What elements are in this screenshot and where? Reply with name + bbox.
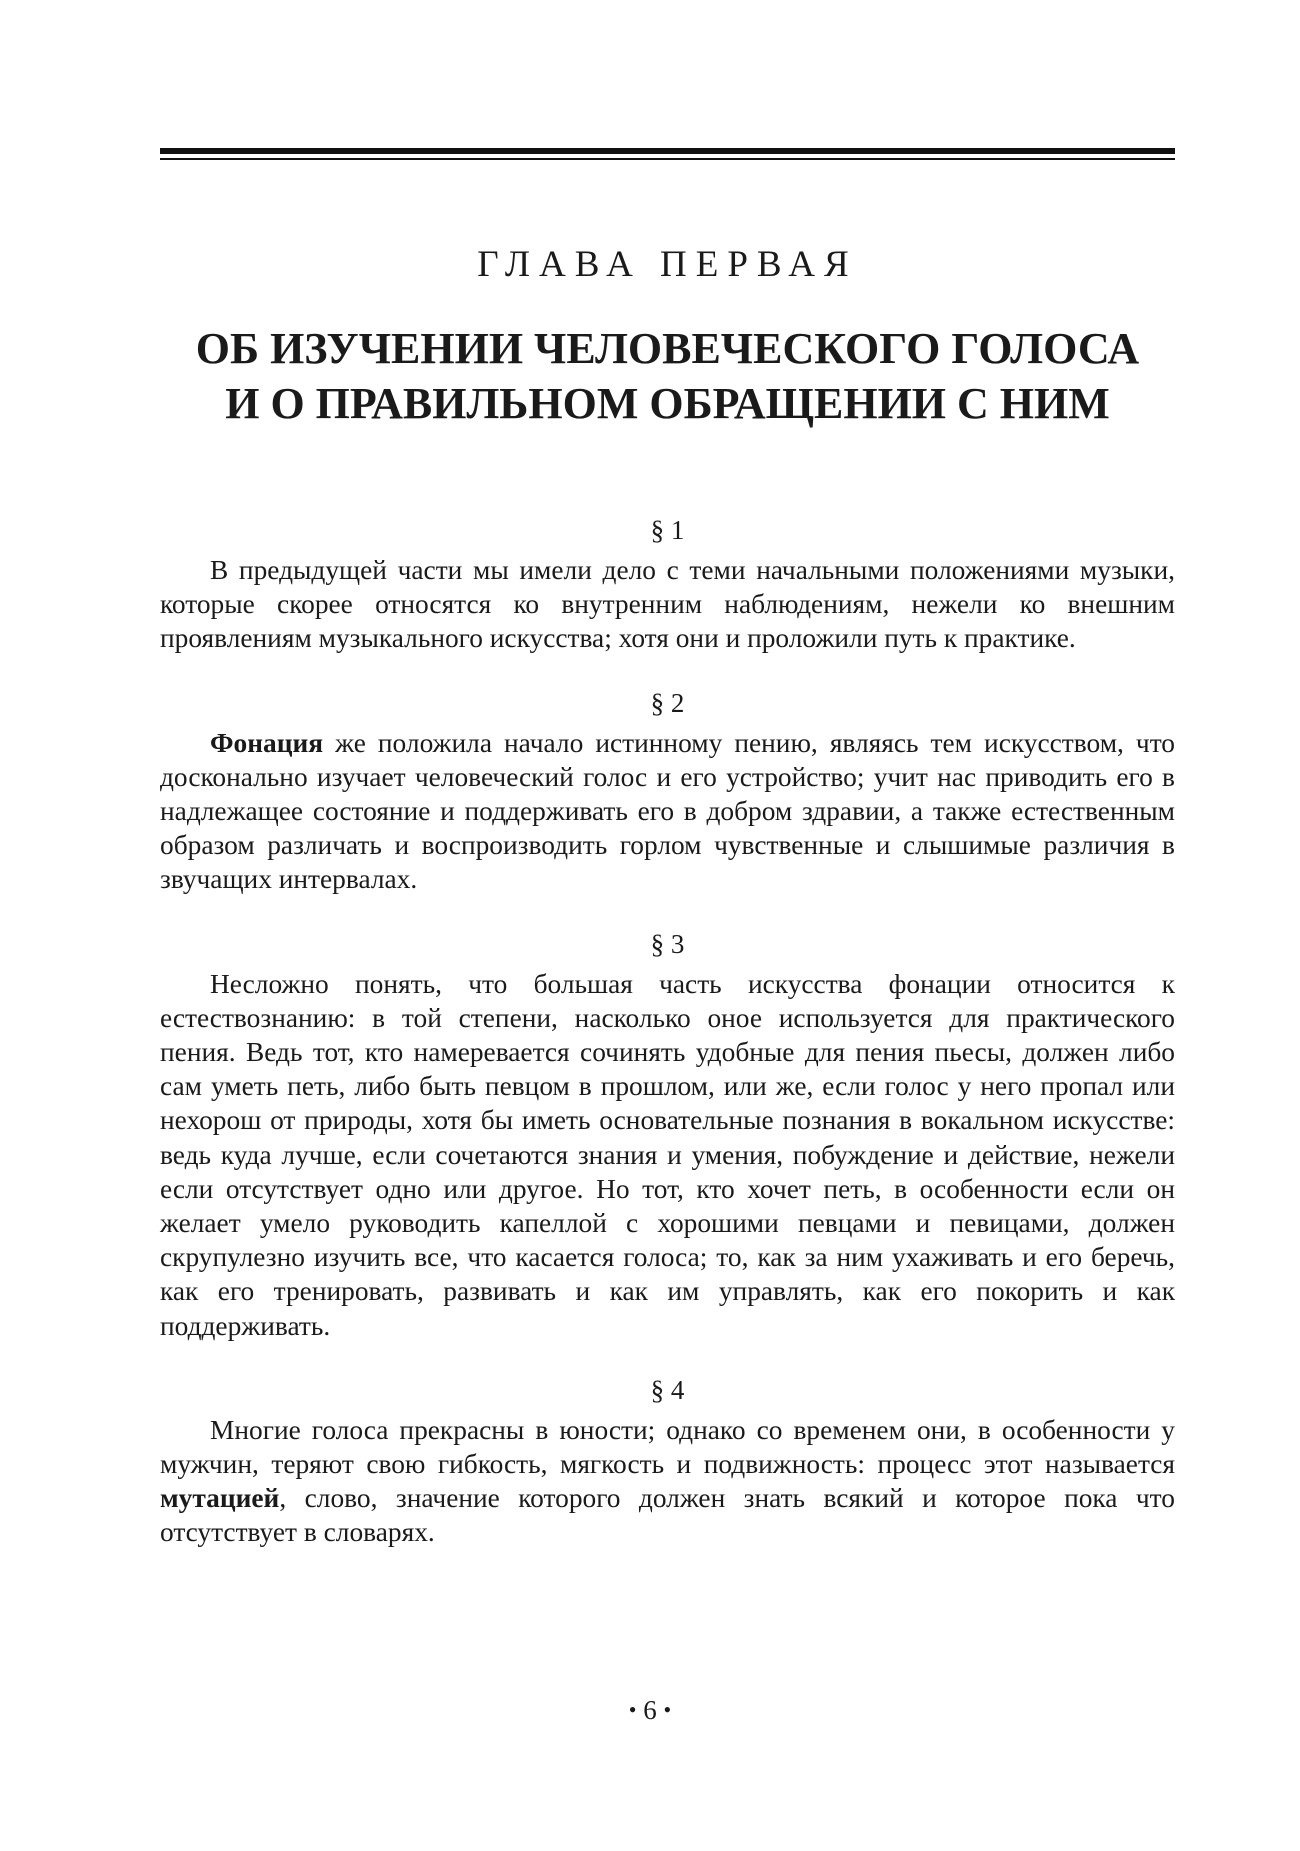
chapter-title-line-1: ОБ ИЗУЧЕНИИ ЧЕЛОВЕЧЕСКОГО ГОЛОСА [195,324,1140,373]
page-number [0,1693,1300,1727]
term-fonatsiya: Фонация [210,727,324,758]
section-paragraph-2 [160,726,1175,897]
section-4-text-after: , слово, значение которого должен знать всякий и которое пока что отсутствует в словарях. [160,1483,1175,1548]
page-number-dot-right: • [663,1697,672,1722]
book-page [160,148,1175,1580]
section-mark-4: § 4 [650,1374,685,1405]
chapter-title-line-2: И О ПРАВИЛЬНОМ ОБРАЩЕНИИ С НИМ [225,379,1110,428]
section-paragraph-4 [160,1413,1175,1550]
term-mutatsiya: мутацией [160,1483,280,1514]
sections [160,513,1175,1550]
section-2-text: же положила начало истинному пению, являясь тем искусством, что досконально изучает человеческий голос и его устройство; учит нас приводить его в надлежащее состояние и поддерживать его в добром здравии, а также естественным образом различать и воспроизводить горлом чувственные и слышимые различия в звучащих интервалах. [160,727,1175,895]
page-number-value: 6 [643,1695,657,1725]
section-paragraph-3 [160,967,1175,1343]
section-4-text-before: Многие голоса прекрасны в юности; однако со временем они, в особенности у мужчин, теряют свою гибкость, мягкость и подвижность: процесс этот называется [160,1414,1175,1480]
section-paragraph-1 [160,553,1175,656]
section-3-text: Несложно понять, что большая часть искусства фонации относится к естествознанию: в той степени, насколько оное используется для практического пения. Ведь тот, кто намеревается сочинять удобные для пения пьесы, должен либо сам уметь петь, либо быть певцом в прошлом, или же, если голос у него пропал или нехорош от природы, хотя бы иметь основательные познания в вокальном искусстве: ведь куда лучше, если сочетаются знания и умения, побуждение и действие, нежели если отсутствует одно или другое. Но тот, кто хочет петь, в особенности если он желает умело руководить капеллой с хорошими певцами и певицами, должен скрупулезно изучить все, что касается голоса; то, как за ним ухаживать и его беречь, как его тренировать, развивать и как им управлять, как его покорить и как поддерживать. [160,968,1175,1341]
chapter-label: ГЛАВА ПЕРВАЯ [477,244,858,285]
page-number-dot-left: • [628,1697,637,1722]
section-1-text: В предыдущей части мы имели дело с теми начальными положениями музыки, которые скорее относятся ко внутренним наблюдениям, нежели ко внешним проявлениям музыкального искусства; хотя они и проложили путь к практике. [160,555,1175,654]
chapter-title [160,321,1175,431]
section-mark-1: § 1 [650,515,685,545]
header-rule-thin [160,158,1175,160]
section-mark-2: § 2 [650,687,685,718]
header-rule-thick [160,148,1175,154]
section-mark-3: § 3 [650,928,685,959]
